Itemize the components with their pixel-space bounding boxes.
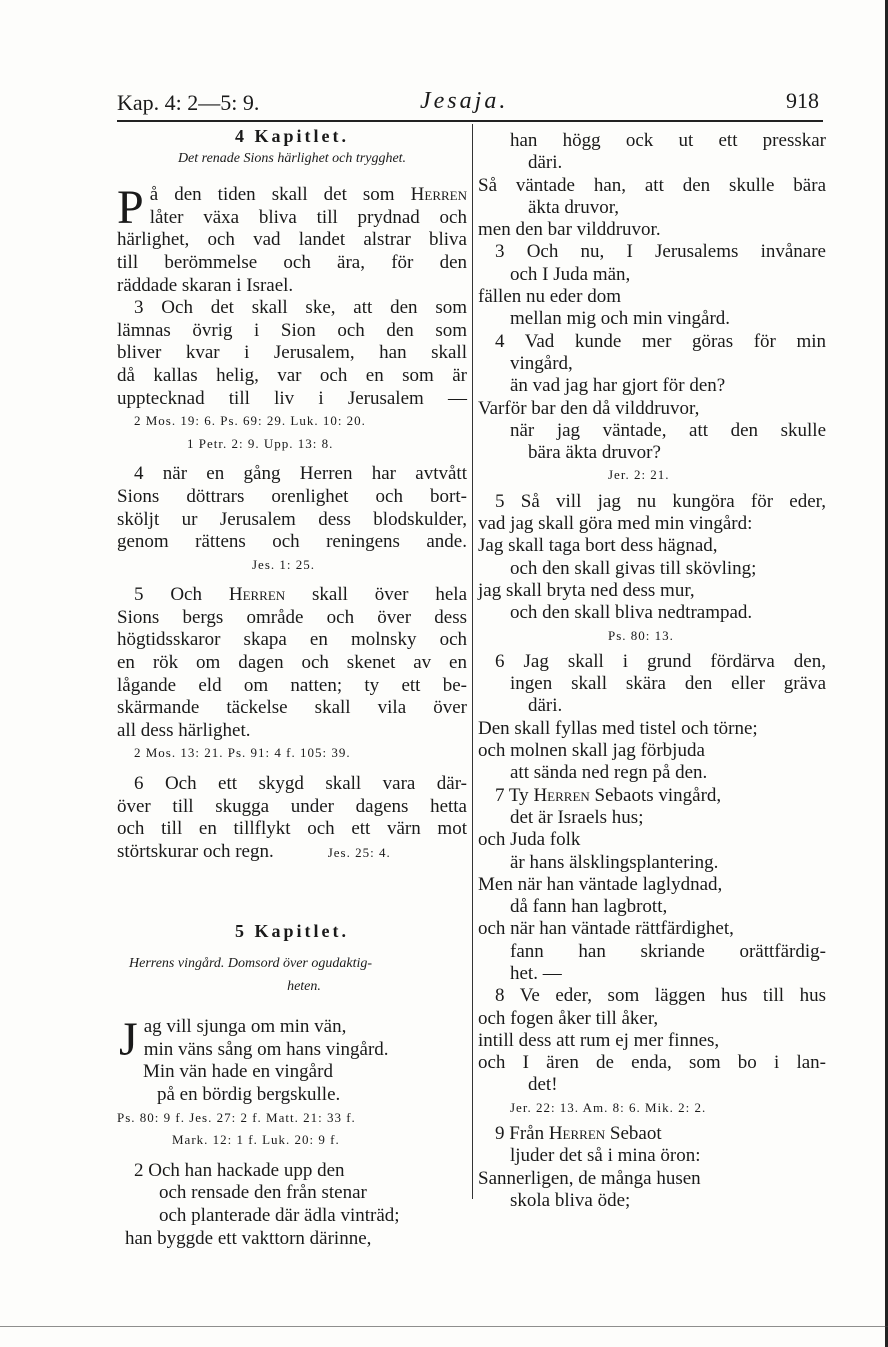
verse-4-3: 3 Och det skall ske, att den som lämnas övrig i Sion och den som bliver kvar i Jerusalem, han skall då kallas helig, var och en som är upptecknad till liv i Jerusalem — 2 Mos. 19: 6. Ps. 69: 29. Luk. 10: 20. 1 Petr. 2: 9. Upp. 13: 8. <box>117 297 467 455</box>
page-number: 918 <box>786 88 819 113</box>
drop-cap: J <box>119 1013 138 1067</box>
cross-reference: Jer. 2: 21. <box>608 467 670 483</box>
header-rule <box>117 120 823 122</box>
right-column: han högg ock ut ett presskar däri. Så väntade han, att den skulle bära äkta druvor, men den bar vilddruvor. 3 Och nu, I Jerusalems invånare och I Juda män, fällen nu eder dom mellan mig och min vingård. 4 Vad kunde mer göras för min vingård, än vad jag har gjort för den? Varför bar den då vilddruvor, när jag väntade, att den skulle bära äkta druvor? Jer. 2: 21. 5 Så vill jag nu kungöra för eder, vad jag skall göra med min vingård: Jag skall taga bort dess hägnad, och den skall givas till skövling; jag skall bryta ned dess mur, och den skall bliva nedtrampad. Ps. 80: 13. 6 Jag skall i grund fördärva den, ingen skall skära den eller gräva däri. Den skall fyllas med tistel och törne; och molnen skall jag förbjuda att sända ned regn på den. 7 Ty Herren Sebaots vingård, det är Israels hus; och Juda folk är hans älsklingsplantering. Men när han väntade laglydnad, då fann han lagbrott, och när han väntade rättfärdighet, fann han skriande orättfärdig- het. — 8 Ve eder, som läggen hus till hus och fogen åker till åker, intill dess att rum ej mer finnes, och I ären de enda, som bo i lan- det! Jer. 22: 13. Am. 8: 6. Mik. 2: 2. 9 Från Herren Sebaot ljuder det så i mina öron: Sannerligen, de många husen skola bliva öde; <box>478 130 826 1211</box>
verse-4-2: P å den tiden skall det som Herren låter växa bliva till prydnad och härlighet, och vad landet alstrar bliva till berömmelse och ära, för den räddade skaran i Israel. <box>117 181 467 296</box>
column-divider <box>472 124 473 1199</box>
cross-reference: Jer. 22: 13. Am. 8: 6. Mik. 2: 2. <box>510 1099 707 1115</box>
verse-4-5: 5 Och Herren skall över hela Sions bergs område och över dess högtidsskaror skapa en molnsky och en rök om dagen och skenet av en lågande eld om natten; ty ett be- skärmande täckelse skall vila över all dess härlighet. 2 Mos. 13: 21. Ps. 91: 4 f. 105: 39. <box>117 584 467 765</box>
cross-reference: 2 Mos. 13: 21. Ps. 91: 4 f. 105: 39. <box>134 745 351 761</box>
cross-reference: Jes. 25: 4. <box>327 844 391 860</box>
cross-reference: Jes. 1: 25. <box>252 556 315 572</box>
cross-reference: 1 Petr. 2: 9. Upp. 13: 8. <box>187 435 334 451</box>
left-column <box>117 125 467 1250</box>
cross-reference: Ps. 80: 9 f. Jes. 27: 2 f. Matt. 21: 33 f. <box>117 1109 356 1125</box>
cross-reference: Mark. 12: 1 f. Luk. 20: 9 f. <box>172 1132 340 1148</box>
running-head-chapter-range: Kap. 4: 2—5: 9. <box>117 90 260 115</box>
chapter-4-heading: 4 Kapitlet. <box>235 126 349 146</box>
chapter-5-summary: Herrens vingård. Domsord över ogudaktig- <box>129 956 373 971</box>
verse-4-6: 6 Och ett skygd skall vara där- över till skugga under dagens hetta och till en tillflykt och ett värn mot störtskurar och regn. Jes. 25: 4. <box>117 773 467 862</box>
cross-reference: Ps. 80: 13. <box>608 627 674 643</box>
page-bottom-line <box>0 1326 888 1327</box>
drop-cap: P <box>117 181 144 235</box>
running-head-book-title: Jesaja. <box>420 88 509 114</box>
verse-5-1: J ag vill sjunga om min vän, min väns sång om hans vingård. Min vän hade en vingård på en bördig bergskulle. Ps. 80: 9 f. Jes. 27: 2 f. Matt. 21: 33 f. Mark. 12: 1 f. Luk. 20: 9 f. <box>117 1016 467 1152</box>
cross-reference: 2 Mos. 19: 6. Ps. 69: 29. Luk. 10: 20. <box>134 413 366 429</box>
verse-5-2: 2 Och han hackade upp den och rensade den från stenar och planterade där ädla vinträd; han byggde ett vakttorn därinne, <box>125 1159 400 1249</box>
chapter-5-summary-cont: heten. <box>287 978 321 994</box>
verse-4-4: 4 när en gång Herren har avtvått Sions döttrars orenlighet och bort- sköljt ur Jerusalem dess blodskulder, genom rättens och reningens ande. Jes. 1: 25. <box>117 463 467 576</box>
chapter-4-summary: Det renade Sions härlighet och trygghet. <box>177 150 407 166</box>
chapter-5-heading: 5 Kapitlet. <box>235 921 349 942</box>
